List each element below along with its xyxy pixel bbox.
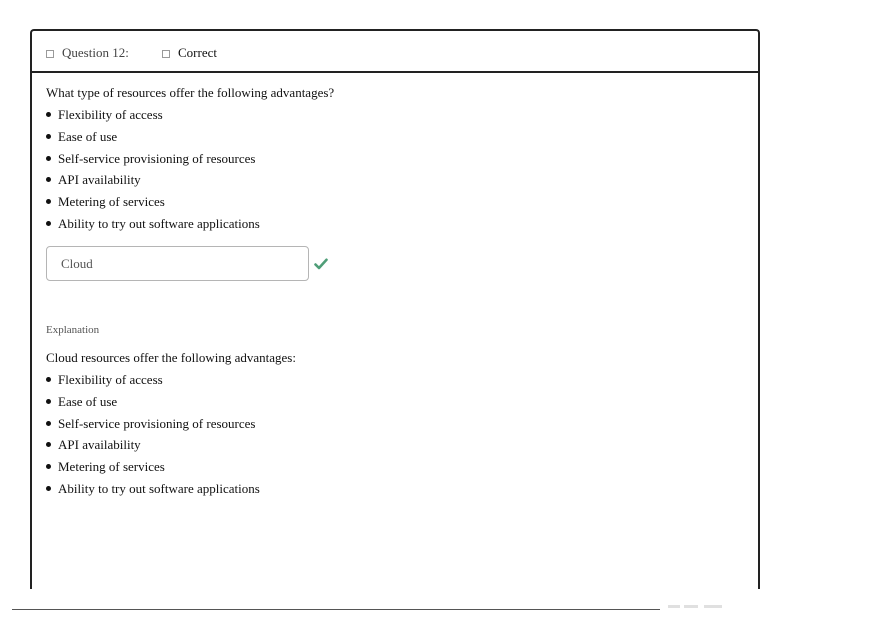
list-item — [46, 129, 260, 151]
explanation-advantages-list — [46, 372, 260, 503]
result-status — [162, 45, 217, 61]
list-item-text: API availability — [58, 437, 141, 453]
question-number — [46, 45, 129, 61]
question-number-label: Question 12: — [62, 45, 129, 60]
bullet-icon — [46, 486, 51, 491]
question-advantages-list — [46, 107, 260, 238]
explanation-label: Explanation — [46, 324, 100, 336]
flag-checkbox-icon[interactable] — [46, 50, 54, 58]
list-item-text: Ease of use — [58, 128, 118, 144]
bullet-icon — [46, 134, 51, 139]
bullet-icon — [46, 112, 51, 117]
list-item — [46, 481, 260, 503]
list-item-text: Flexibility of access — [58, 107, 163, 122]
bullet-icon — [46, 177, 51, 182]
list-item — [46, 459, 260, 481]
bullet-icon — [46, 399, 51, 404]
list-item-text: Flexibility of access — [58, 372, 163, 387]
bullet-icon — [46, 421, 51, 426]
list-item — [46, 172, 260, 194]
list-item — [46, 194, 260, 216]
list-item — [46, 216, 260, 238]
bullet-icon — [46, 199, 51, 204]
list-item — [46, 394, 260, 416]
bullet-icon — [46, 221, 51, 226]
list-item-text: Ability to try out software applications — [58, 480, 260, 496]
answer-input[interactable]: Cloud — [46, 246, 309, 281]
list-item — [46, 107, 260, 129]
footer-faint-mark — [668, 605, 680, 608]
bullet-icon — [46, 464, 51, 469]
bullet-icon — [46, 442, 51, 447]
list-item — [46, 372, 260, 394]
list-item — [46, 151, 260, 173]
result-status-label: Correct — [178, 45, 217, 60]
footer-faint-mark — [684, 605, 698, 608]
check-icon — [314, 258, 328, 270]
footer-faint-mark — [704, 605, 722, 608]
status-checkbox-icon — [162, 50, 170, 58]
list-item — [46, 437, 260, 459]
footer-divider — [12, 609, 660, 610]
list-item-text: Self-service provisioning of resources — [58, 415, 256, 431]
list-item-text: Ease of use — [58, 393, 118, 409]
question-card — [30, 29, 760, 589]
list-item-text: API availability — [58, 172, 141, 188]
explanation-intro: Cloud resources offer the following advantages: — [46, 350, 296, 365]
list-item-text: Metering of services — [58, 459, 165, 475]
question-text: What type of resources offer the following advantages? — [46, 85, 335, 100]
list-item — [46, 416, 260, 438]
question-header — [32, 31, 758, 73]
bullet-icon — [46, 377, 51, 382]
list-item-text: Ability to try out software applications — [58, 215, 260, 231]
bullet-icon — [46, 156, 51, 161]
list-item-text: Self-service provisioning of resources — [58, 150, 256, 166]
list-item-text: Metering of services — [58, 194, 165, 210]
